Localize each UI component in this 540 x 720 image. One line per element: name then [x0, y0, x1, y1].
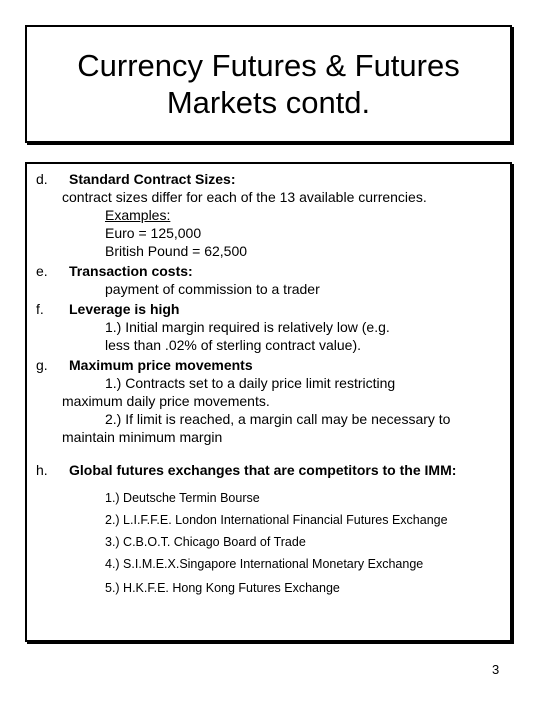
item-f-label: f. — [36, 301, 44, 317]
item-g-line1: 1.) Contracts set to a daily price limit restricting — [105, 375, 396, 391]
exchange-item: 5.) H.K.F.E. Hong Kong Futures Exchange — [105, 581, 340, 595]
slide-title — [77, 47, 459, 121]
page-number: 3 — [492, 662, 500, 677]
item-g-label: g. — [36, 357, 48, 373]
item-d-line1: contract sizes differ for each of the 13 available currencies. — [62, 189, 427, 205]
exchange-item: 1.) Deutsche Termin Bourse — [105, 491, 260, 505]
item-d-label: d. — [36, 171, 48, 187]
item-e-heading: Transaction costs: — [69, 263, 193, 279]
item-g-line3: 2.) If limit is reached, a margin call may be necessary to — [105, 411, 451, 427]
item-d-heading: Standard Contract Sizes: — [69, 171, 236, 187]
exchange-item: 2.) L.I.F.F.E. London International Financial Futures Exchange — [105, 513, 448, 527]
item-e-label: e. — [36, 263, 48, 279]
item-h-label: h. — [36, 462, 48, 478]
item-d-example2: British Pound = 62,500 — [105, 243, 248, 259]
item-f-line2: less than .02% of sterling contract value). — [105, 337, 362, 353]
item-f-line1: 1.) Initial margin required is relatively low (e.g. — [105, 319, 390, 335]
item-d-example1: Euro = 125,000 — [105, 225, 202, 241]
exchange-item: 3.) C.B.O.T. Chicago Board of Trade — [105, 535, 306, 549]
item-g-heading: Maximum price movements — [69, 357, 253, 373]
item-e-line1: payment of commission to a trader — [105, 281, 320, 297]
item-f-heading: Leverage is high — [69, 301, 180, 317]
item-h-heading: Global futures exchanges that are competitors to the IMM: — [69, 462, 457, 478]
exchange-item: 4.) S.I.M.E.X.Singapore International Monetary Exchange — [105, 557, 424, 571]
item-g-line2: maximum daily price movements. — [62, 393, 270, 409]
title-line-2: Markets contd. — [166, 85, 371, 120]
item-g-line4: maintain minimum margin — [62, 429, 223, 445]
item-d-examples-label: Examples: — [105, 207, 171, 223]
title-box — [25, 25, 512, 143]
title-line-1: Currency Futures & Futures — [77, 48, 460, 83]
